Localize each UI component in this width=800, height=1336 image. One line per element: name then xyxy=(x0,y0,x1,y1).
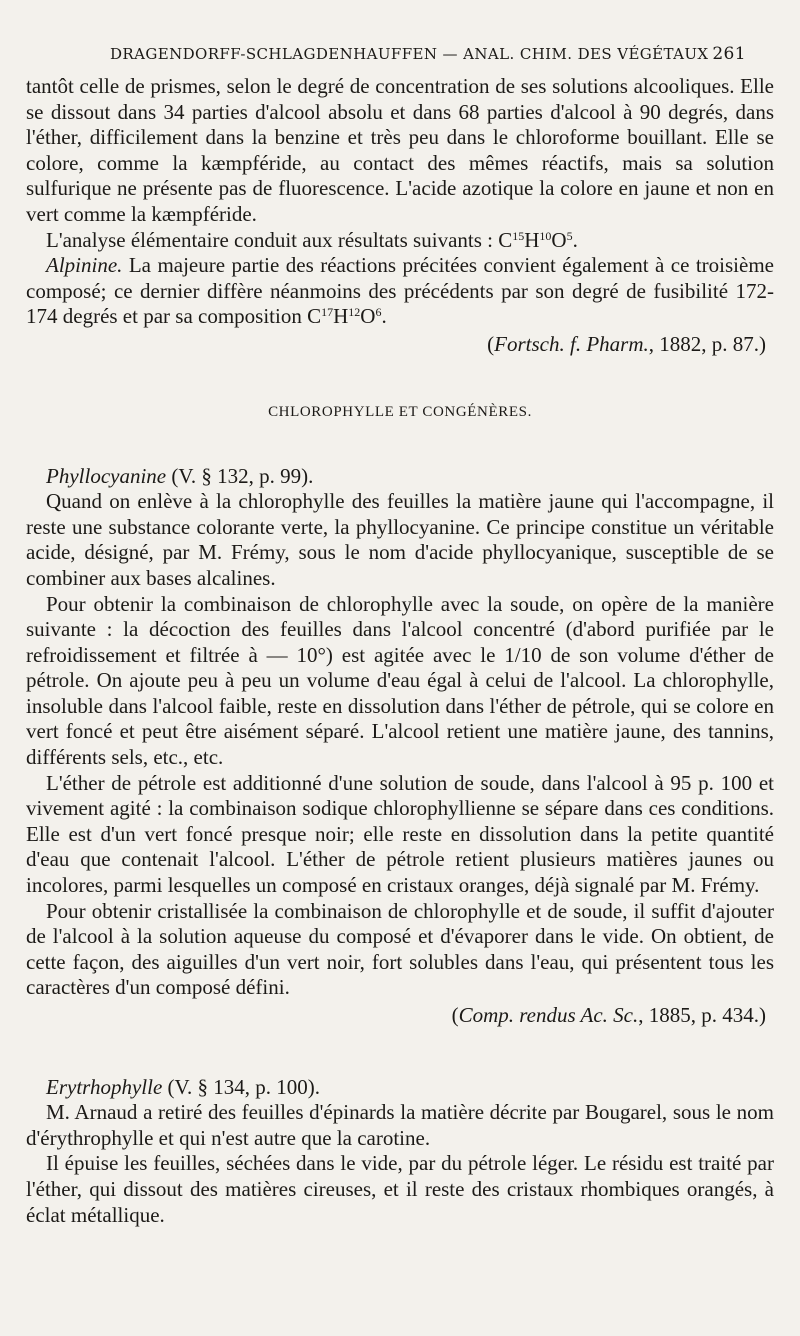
running-title: DRAGENDORFF-SCHLAGDENHAUFFEN — ANAL. CHIM. DES VÉGÉTAUX xyxy=(110,45,709,63)
paragraph-elemental-analysis: L'analyse élémentaire conduit aux résultats suivants : $C^{15}H^{10}O^5$. xyxy=(46,227,578,252)
phyllocyanine-paragraph-4: Pour obtenir cristallisée la combinaison de chlorophylle et de soude, il suffit d'ajouter de l'alcool à la solution aqueuse du composé et d'évaporer dans le vide. On obtient, de cette façon, des aiguilles d'un vert noir, fort solubles dans l'eau, qui présentent tous les caractères d'un composé défini. xyxy=(26,898,774,1000)
paragraph-alpinine: Alpinine. La majeure partie des réactions précitées convient également à ce troisième composé; ce dernier diffère néanmoins des précédents par son degré de fusibilité 172-174 degrés et par sa composition $C^{17}H^{12}O^6$. xyxy=(26,253,774,329)
phyllocyanine-paragraph-1: Quand on enlève à la chlorophylle des feuilles la matière jaune qui l'accompagne, il reste une substance colorante verte, la phyllocyanine. Ce principe constitue un véritable acide, désigné, par M. Frémy, sous le nom d'acide phyllocyanique, susceptible de se combiner aux bases alcalines. xyxy=(26,489,774,590)
formula: $C^{17}H^{12}O^6$ xyxy=(307,304,382,329)
page-number: 261 xyxy=(712,44,746,64)
alpinine-title: Alpinine. xyxy=(46,253,123,278)
page-body xyxy=(26,74,774,1228)
erythrophylle-heading: Erytrhophylle (V. § 134, p. 100). xyxy=(46,1074,320,1099)
spacer xyxy=(26,1029,774,1075)
paragraph-continuation: tantôt celle de prismes, selon le degré de concentration de ses solutions alcooliques. Elle se dissout dans 34 parties d'alcool absolu et dans 68 parties d'alcool à 90 degrés, dans l'éther, difficilement dans la benzine et très peu dans le chloroforme bouillant. Elle se colore, comme la kæmpféride, au contact des mêmes réactifs, mais sa solution sulfurique ne présente pas de fluorescence. L'acide azotique la colore en jaune et non en vert comme la kæmpféride. xyxy=(26,74,774,226)
formula: $C^{15}H^{10}O^5$ xyxy=(498,227,573,252)
erythrophylle-paragraph-1: M. Arnaud a retiré des feuilles d'épinards la matière décrite par Bougarel, sous le nom d'érythrophylle et qui n'est autre que la carotine. xyxy=(26,1100,774,1150)
erythrophylle-paragraph-2: Il épuise les feuilles, séchées dans le vide, par du pétrole léger. Le résidu est traité par l'éther, qui dissout des matières cireuses, et il reste des cristaux rhombiques orangés, à éclat métallique. xyxy=(26,1151,774,1227)
phyllocyanine-paragraph-3: L'éther de pétrole est additionné d'une solution de soude, dans l'alcool à 95 p. 100 et vivement agité : la combinaison sodique chlorophyllienne se sépare dans ces conditions. Elle est d'un vert foncé presque noir; elle reste en dissolution dans la petite quantité d'eau que contenait l'alcool. L'éther de pétrole retient plusieurs matières jaunes ou incolores, parmi lesquelles un composé en cristaux oranges, déjà signalé par M. Frémy. xyxy=(26,770,774,898)
citation-fortsch: (Fortsch. f. Pharm., 1882, p. 87.) xyxy=(487,331,766,356)
citation-comptes-rendus: (Comp. rendus Ac. Sc., 1885, p. 434.) xyxy=(451,1003,766,1027)
phyllocyanine-heading: Phyllocyanine (V. § 132, p. 99). xyxy=(46,463,314,488)
section-title: CHLOROPHYLLE ET CONGÉNÈRES. xyxy=(268,403,532,420)
running-header xyxy=(26,44,774,74)
phyllocyanine-paragraph-2: Pour obtenir la combinaison de chlorophylle avec la soude, on opère de la manière suivante : la décoction des feuilles dans l'alcool concentré (d'abord purifiée par le refroidissement et filtrée à — 10°) est agitée avec le 1/10 de son volume d'éther de pétrole. On ajoute peu à peu un volume d'eau égal à celui de l'alcool. La chlorophylle, insoluble dans l'alcool faible, reste en dissolution dans l'éther de pétrole, qui se colore en vert foncé et peut être aisément séparé. L'alcool retient une matière jaune, des tannins, différents sels, etc., etc. xyxy=(26,591,774,770)
